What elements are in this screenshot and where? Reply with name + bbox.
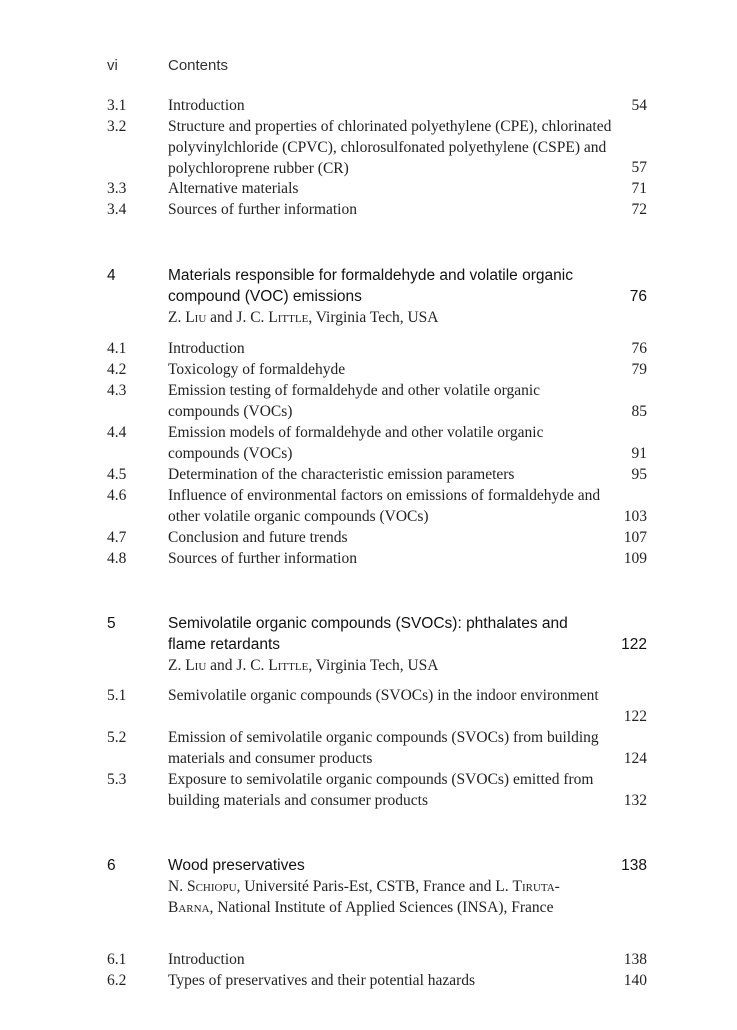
section-number: 5.3 — [107, 771, 127, 788]
chapter-page: 76 — [629, 288, 647, 305]
section-number: 3.4 — [107, 201, 127, 218]
toc-entry-4-1[interactable] — [107, 339, 647, 360]
toc-entry-4-6[interactable] — [107, 486, 647, 528]
toc-entry-5-2[interactable] — [107, 728, 647, 770]
section-title: Types of preservatives and their potential hazards — [168, 972, 476, 989]
toc-entry-4-5[interactable] — [107, 465, 647, 486]
running-title: Contents — [168, 57, 229, 74]
section-title: Emission models of formaldehyde and other volatile organic compounds (VOCs) — [168, 424, 544, 462]
section-number: 4.8 — [107, 550, 127, 567]
section-page: 95 — [631, 466, 647, 484]
section-number: 5.2 — [107, 729, 127, 746]
section-page: 138 — [623, 951, 647, 969]
chapter-5-heading[interactable] — [107, 614, 647, 656]
chapter-number: 5 — [107, 615, 116, 632]
toc-entry-5-3[interactable] — [107, 770, 647, 812]
toc-entry-4-2[interactable] — [107, 360, 647, 381]
section-title: Introduction — [168, 340, 245, 357]
section-title: Semivolatile organic compounds (SVOCs) in the indoor environment — [168, 687, 599, 704]
section-number: 3.3 — [107, 180, 127, 197]
section-page: 140 — [623, 972, 647, 990]
chapter-number: 4 — [107, 267, 116, 284]
section-number: 4.4 — [107, 424, 127, 441]
chapter-page: 138 — [621, 857, 647, 874]
chapter-number: 6 — [107, 857, 116, 874]
toc-entry-4-3[interactable] — [107, 381, 647, 423]
section-page: 79 — [631, 361, 647, 379]
toc-entry-6-1[interactable] — [107, 950, 647, 971]
toc-entry-4-4[interactable] — [107, 423, 647, 465]
section-page: 122 — [623, 708, 647, 726]
section-number: 4.7 — [107, 529, 127, 546]
section-title: Determination of the characteristic emission parameters — [168, 466, 515, 483]
section-page: 71 — [631, 180, 647, 198]
toc-entry-3-4[interactable] — [107, 200, 647, 221]
section-number: 6.1 — [107, 951, 127, 968]
toc-entry-3-3[interactable] — [107, 179, 647, 200]
chapter-5-authors: Z. Liu and J. C. Little, Virginia Tech, USA — [168, 657, 439, 674]
section-title: Introduction — [168, 97, 245, 114]
section-page: 107 — [623, 529, 647, 547]
section-number: 5.1 — [107, 687, 127, 704]
toc-entry-3-1[interactable] — [107, 96, 647, 117]
chapter-6-heading[interactable] — [107, 856, 647, 877]
section-title: Conclusion and future trends — [168, 529, 348, 546]
chapter-4-heading[interactable] — [107, 266, 647, 308]
toc-entry-6-2[interactable] — [107, 971, 647, 992]
section-title: Exposure to semivolatile organic compounds (SVOCs) emitted from building materials and consumer products — [168, 771, 594, 809]
toc-entry-5-1[interactable] — [107, 686, 647, 728]
section-page: 124 — [623, 750, 647, 768]
section-title: Toxicology of formaldehyde — [168, 361, 346, 378]
toc-entry-4-7[interactable] — [107, 528, 647, 549]
section-page: 72 — [631, 201, 647, 219]
section-number: 4.1 — [107, 340, 127, 357]
chapter-title: Materials responsible for formaldehyde and volatile organic compound (VOC) emissions — [168, 267, 573, 305]
section-title: Structure and properties of chlorinated polyethylene (CPE), chlorinated polyvinylchloride (CPVC), chlorosulfonated polyethylene (CSPE) and polychloroprene rubber (CR) — [168, 118, 612, 177]
section-number: 4.6 — [107, 487, 127, 504]
section-page: 76 — [631, 340, 647, 358]
section-title: Emission of semivolatile organic compounds (SVOCs) from building materials and consumer products — [168, 729, 599, 767]
section-number: 4.3 — [107, 382, 127, 399]
section-title: Influence of environmental factors on emissions of formaldehyde and other volatile organic compounds (VOCs) — [168, 487, 601, 525]
section-page: 54 — [631, 97, 647, 115]
page-number-label: vi — [107, 57, 118, 74]
section-number: 3.1 — [107, 97, 127, 114]
section-number: 3.2 — [107, 118, 127, 135]
chapter-4-authors: Z. Liu and J. C. Little, Virginia Tech, USA — [168, 309, 439, 326]
section-page: 91 — [631, 445, 647, 463]
toc-entry-4-8[interactable] — [107, 549, 647, 570]
chapter-title: Wood preservatives — [168, 857, 305, 874]
section-page: 57 — [631, 159, 647, 177]
section-page: 103 — [623, 508, 647, 526]
section-title: Alternative materials — [168, 180, 299, 197]
section-title: Emission testing of formaldehyde and other volatile organic compounds (VOCs) — [168, 382, 541, 420]
toc-entry-3-2[interactable] — [107, 117, 647, 179]
section-title: Sources of further information — [168, 201, 357, 218]
section-number: 4.2 — [107, 361, 127, 378]
chapter-6-authors: N. Schiopu, Université Paris-Est, CSTB, France and L. Tiruta-Barna, National Institute of Applied Sciences (INSA), France — [168, 878, 560, 916]
section-page: 132 — [623, 792, 647, 810]
section-page: 85 — [631, 403, 647, 421]
section-number: 4.5 — [107, 466, 127, 483]
section-title: Sources of further information — [168, 550, 357, 567]
section-number: 6.2 — [107, 972, 127, 989]
running-header — [107, 57, 647, 77]
chapter-page: 122 — [621, 636, 647, 653]
section-title: Introduction — [168, 951, 245, 968]
section-page: 109 — [623, 550, 647, 568]
chapter-title: Semivolatile organic compounds (SVOCs): phthalates and flame retardants — [168, 615, 568, 653]
